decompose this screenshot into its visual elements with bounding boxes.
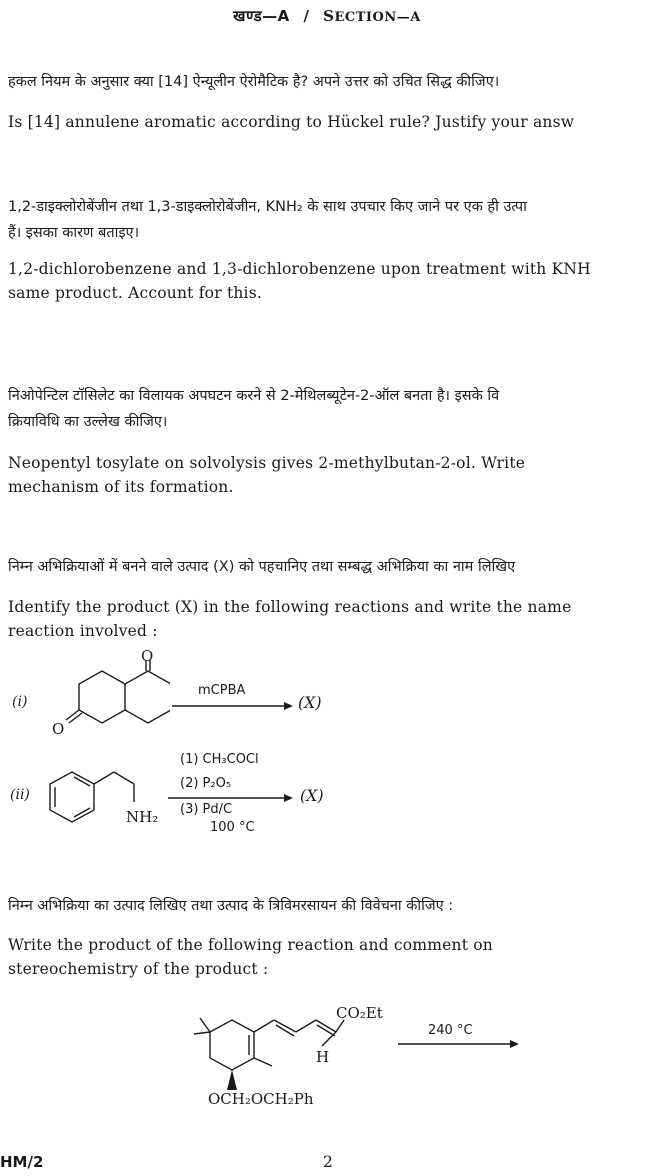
reaction-ii-condition: 100 °C [210, 820, 255, 835]
q1-english: Is [14] annulene aromatic according to Hückel rule? Justify your answ [8, 113, 575, 131]
reaction-ii-reagent-3: (3) Pd/C [180, 802, 233, 817]
section-heading-hindi: खण्ड—A [233, 7, 290, 25]
retinoid-ester-structure [180, 1004, 410, 1112]
footer-code: HM/2 [0, 1153, 44, 1171]
phenethylamine-structure [34, 760, 164, 835]
carbonyl-oxygen-top: O [141, 648, 154, 665]
q5-reaction-condition: 240 °C [428, 1023, 473, 1038]
section-heading-english-initial: S [323, 7, 335, 25]
reaction-ii-reagent-2: (2) P₂O₅ [180, 776, 232, 791]
q3-english-line1: Neopentyl tosylate on solvolysis gives 2-methylbutan-2-ol. Write [8, 454, 526, 472]
vinylic-hydrogen: H [316, 1048, 330, 1066]
q5-english-line1: Write the product of the following reaction and comment on [8, 936, 493, 954]
q5-reaction-arrow [398, 1038, 522, 1050]
amine-group: NH₂ [126, 808, 159, 826]
reaction-i-label: (i) [12, 694, 28, 710]
section-heading-english-rest: ECTION—A [334, 10, 421, 25]
q4-hindi: निम्न अभिक्रियाओं में बनने वाले उत्पाद (X) को पहचानिए तथा सम्बद्ध अभिक्रिया का नाम लिखिए [8, 559, 516, 575]
q1-hindi: हकल नियम के अनुसार क्या [14] ऐन्यूलीन ऐरोमैटिक है? अपने उत्तर को उचित सिद्ध कीजिए। [8, 74, 500, 90]
carbonyl-oxygen-left: O [52, 720, 65, 738]
q2-hindi-line2: हैं। इसका कारण बताइए। [8, 225, 140, 241]
decalindione-structure [40, 648, 170, 748]
reaction-i-reagent: mCPBA [198, 683, 246, 698]
q3-english-line2: mechanism of its formation. [8, 478, 234, 496]
ester-group: CO₂Et [336, 1004, 383, 1022]
section-heading-separator: / [303, 7, 310, 25]
reaction-i-product: (X) [298, 694, 322, 712]
reaction-ii-reagent-1: (1) CH₃COCl [180, 752, 259, 767]
ether-group: OCH₂OCH₂Ph [208, 1090, 314, 1108]
reaction-ii-product: (X) [300, 787, 324, 805]
q2-hindi-line1: 1,2-डाइक्लोरोबेंजीन तथा 1,3-डाइक्लोरोबेंजीन, KNH₂ के साथ उपचार किए जाने पर एक ही उत्पा [8, 199, 527, 215]
q4-english-line2: reaction involved : [8, 622, 158, 640]
section-heading [0, 6, 654, 26]
reaction-ii-label: (ii) [10, 787, 30, 803]
q4-english-line1: Identify the product (X) in the following reactions and write the name [8, 598, 572, 616]
footer-page-number: 2 [323, 1153, 334, 1171]
q3-hindi-line2: क्रियाविधि का उल्लेख कीजिए। [8, 414, 168, 430]
q2-english-line2: same product. Account for this. [8, 284, 262, 302]
q5-english-line2: stereochemistry of the product : [8, 960, 269, 978]
q3-hindi-line1: निओपेन्टिल टॉसिलेट का विलायक अपघटन करने से 2-मेथिलब्यूटेन-2-ऑल बनता है। इसके वि [8, 388, 500, 404]
reaction-i-arrow [172, 700, 294, 712]
q5-hindi: निम्न अभिक्रिया का उत्पाद लिखिए तथा उत्पाद के त्रिविमरसायन की विवेचना कीजिए : [8, 898, 454, 914]
q2-english-line1: 1,2-dichlorobenzene and 1,3-dichlorobenzene upon treatment with KNH [8, 260, 591, 278]
